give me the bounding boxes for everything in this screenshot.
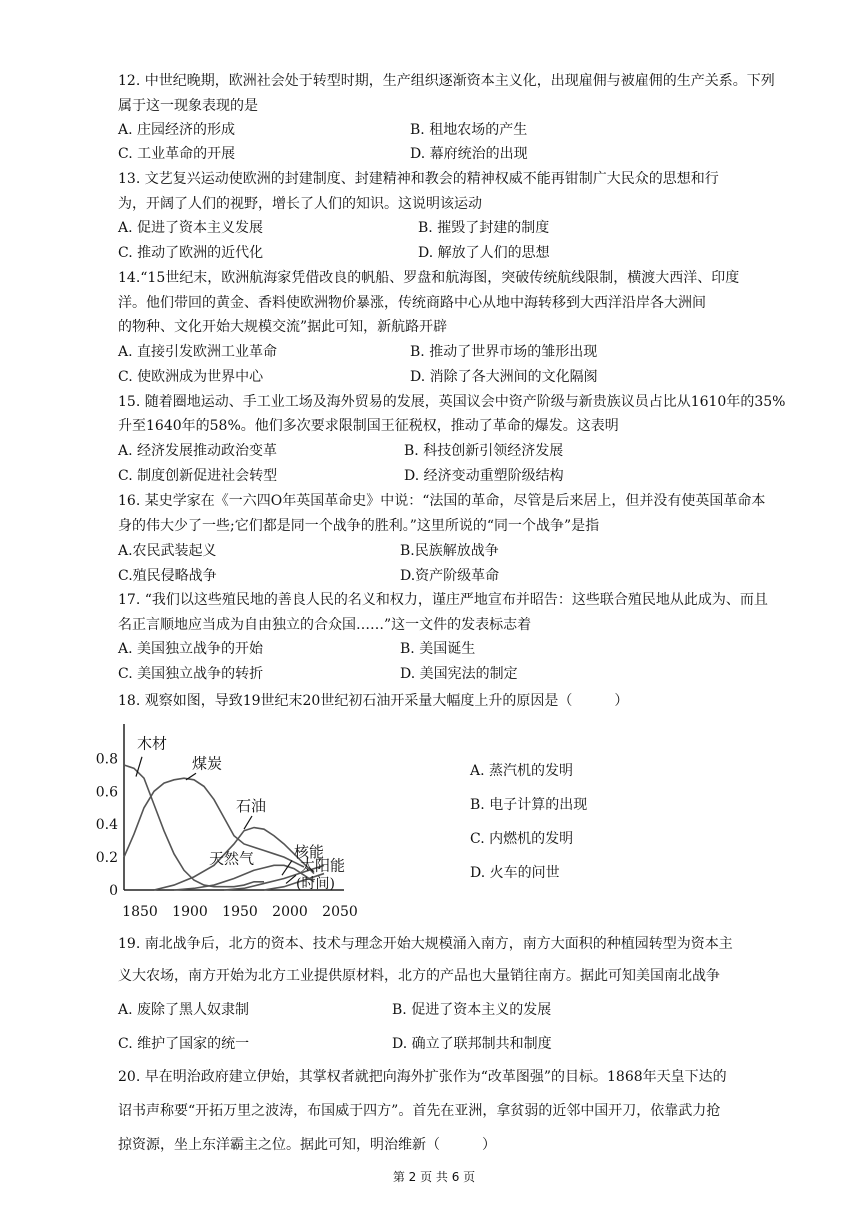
x-tick-label: 1850 [122,904,158,920]
q15-stem-line1: 15. 随着圈地运动、手工业工场及海外贸易的发展，英国议会中资产阶级与新贵族议员占比从1610年的35% [118,394,786,410]
q19-option-b: B. 促进了资本主义的发展 [392,1002,552,1018]
x-axis-label: (时间) [296,876,335,892]
q14-stem-line1: 14.“15世纪末，欧洲航海家凭借改良的帆船、罗盘和航海图，突破传统航线限制，横渡大西洋、印度 [118,270,740,286]
y-tick-label: 0.2 [95,850,118,867]
chart-labels [136,735,345,892]
q14-option-a: A. 直接引发欧洲工业革命 [118,344,278,360]
q13-option-a: A. 促进了资本主义发展 [118,220,264,236]
x-tick-label: 2050 [322,904,358,920]
q20-stem-line2: 诏书声称要“开拓万里之波涛，布国威于四方”。首先在亚洲，拿贫弱的近邻中国开刀，依靠武力抢 [118,1103,721,1119]
q14-option-d: D. 消除了各大洲间的文化隔阂 [410,369,598,385]
q20-stem-line3: 掠资源，坐上东洋霸主之位。据此可知，明治维新（ ） [118,1137,496,1153]
chart-lines [124,765,324,890]
q17-option-a: A. 美国独立战争的开始 [118,641,264,657]
q14-stem-line3: 的物种、文化开始大规模交流”据此可知，新航路开辟 [118,319,448,335]
page-number-footer: 第 2 页 共 6 页 [392,1170,476,1184]
q17-option-d: D. 美国宪法的制定 [400,666,518,682]
x-tick-label: 2000 [272,904,308,920]
series-label: 太阳能 [300,856,346,875]
q19-stem-line1: 19. 南北战争后，北方的资本、技术与理念开始大规模涌入南方，南方大面积的种植园转型为资本主 [118,936,733,952]
q19-option-c: C. 维护了国家的统一 [118,1036,250,1052]
q17-option-b: B. 美国诞生 [400,641,476,657]
q16-stem-line2: 身的伟大少了一些;它们都是同一个战争的胜利。”这里所说的“同一个战争”是指 [118,518,600,534]
q18-stem-line1: 18. 观察如图，导致19世纪末20世纪初石油开采量大幅度上升的原因是（ ） [118,693,629,709]
q16-option-d: D.资产阶级革命 [400,568,500,584]
q16-stem-line1: 16. 某史学家在《一六四O年英国革命史》中说：“法国的革命，尽管是后来居上，但并没有使英国革命本 [118,493,766,509]
series-label: 木材 [137,734,168,753]
y-tick-label: 0 [109,883,118,899]
q18-option-b: B. 电子计算的出现 [470,797,588,813]
q18-option-a: A. 蒸汽机的发明 [470,763,574,779]
q13-stem-line2: 为，开阔了人们的视野，增长了人们的知识。这说明该运动 [118,196,482,212]
q14-option-b: B. 推动了世界市场的雏形出现 [410,344,598,360]
q12-option-a: A. 庄园经济的形成 [118,122,236,138]
q17-stem-line2: 名正言顺地应当成为自由独立的合众国……”这一文件的发表标志着 [118,617,532,633]
y-tick-label: 0.4 [95,817,118,834]
q13-stem-line1: 13. 文艺复兴运动使欧洲的封建制度、封建精神和教会的精神权威不能再钳制广大民众的思想和行 [118,171,719,187]
q19-stem-line2: 义大农场，南方开始为北方工业提供原材料，北方的产品也大量销往南方。据此可知美国南北战争 [118,968,720,984]
q16-option-b: B.民族解放战争 [400,543,499,559]
series-label: 核能 [294,843,325,862]
q12-option-b: B. 租地农场的产生 [410,122,528,138]
q12-stem-line1: 12. 中世纪晚期，欧洲社会处于转型时期，生产组织逐渐资本主义化，出现雇佣与被雇佣的生产关系。下列 [118,73,775,89]
q20-stem-line1: 20. 早在明治政府建立伊始，其掌权者就把向海外扩张作为“改革图强”的目标。1868年天皇下达的 [118,1069,727,1085]
x-tick-label: 1950 [222,904,258,920]
q19-option-a: A. 废除了黑人奴隶制 [118,1002,250,1018]
q12-stem-line2: 属于这一现象表现的是 [118,98,258,114]
label-arrow [244,816,252,829]
y-tick-label: 0.8 [95,751,118,768]
x-tick-label: 1900 [172,904,208,920]
q15-option-c: C. 制度创新促进社会转型 [118,468,278,484]
q14-option-c: C. 使欧洲成为世界中心 [118,369,264,385]
series-label: 煤炭 [192,754,223,773]
q12-option-c: C. 工业革命的开展 [118,146,236,162]
y-tick-label: 0.6 [95,784,118,801]
q16-option-a: A.农民武装起义 [118,543,217,559]
q16-option-c: C.殖民侵略战争 [118,568,217,584]
q15-option-a: A. 经济发展推动政治变革 [118,443,278,459]
q18-option-d: D. 火车的问世 [470,865,560,881]
q17-option-c: C. 美国独立战争的转折 [118,666,264,682]
q13-option-d: D. 解放了人们的思想 [418,245,550,261]
energy-share-chart [95,722,370,922]
q13-option-c: C. 推动了欧洲的近代化 [118,245,264,261]
q15-stem-line2: 升至1640年的58%。他们多次要求限制国王征税权，推动了革命的爆发。这表明 [118,418,619,434]
q13-option-b: B. 摧毁了封建的制度 [418,220,550,236]
q12-option-d: D. 幕府统治的出现 [410,146,528,162]
series-line-0 [124,765,267,887]
q15-option-d: D. 经济变动重塑阶级结构 [404,468,564,484]
q14-stem-line2: 洋。他们带回的黄金、香料使欧洲物价暴涨，传统商路中心从地中海转移到大西洋沿岸各大洲间 [118,295,706,311]
q15-option-b: B. 科技创新引领经济发展 [404,443,564,459]
q18-option-c: C. 内燃机的发明 [470,831,574,847]
series-label: 石油 [236,797,267,816]
series-label: 天然气 [209,849,255,868]
q19-option-d: D. 确立了联邦制共和制度 [392,1036,552,1052]
q17-stem-line1: 17. “我们以这些殖民地的善良人民的名义和权力，谨庄严地宣布并昭告：这些联合殖民地从此成为、而且 [118,592,768,608]
